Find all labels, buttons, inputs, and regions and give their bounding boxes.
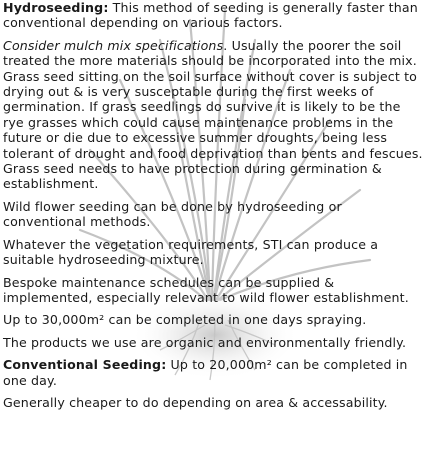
hydroseeding-heading: Hydroseeding: <box>3 0 109 15</box>
closing-paragraph: Generally cheaper to do depending on area & accessability. <box>3 394 388 410</box>
products-paragraph: The products we use are organic and environmentally friendly. <box>3 334 407 350</box>
mulch-text: . Usually the poorer the soil treated the more materials should be incorporated into the mix. Grass seed sitting on the soil surface without cover is subject to drying out & is very susceptable during the first weeks of germination. If grass seedlings do survive it is likely to be the rye grasses which could cause maintenance problems in the future or die due to excessive summer droughts, being less tolerant of drought and food deprivation than bents and fescues. Grass seed needs to have protection during germination & establishment. <box>3 37 423 192</box>
maintenance-paragraph: Bespoke maintenance schedules can be supplied & implemented, especially relevant to wild flower establishment. <box>3 274 409 305</box>
vegetation-paragraph: Whatever the vegetation requirements, STI can produce a suitable hydroseeding mixture. <box>3 236 379 268</box>
capacity-paragraph: Up to 30,000m² can be completed in one days spraying. <box>3 312 367 328</box>
hydroseeding-paragraph <box>3 0 423 31</box>
hydroseeding-text: This method of seeding is generally faster than conventional depending on various factors. <box>3 0 418 31</box>
mulch-paragraph <box>3 38 423 192</box>
conventional-paragraph <box>3 357 423 388</box>
mulch-emphasis: Consider mulch mix specifications <box>3 37 224 53</box>
wildflower-paragraph: Wild flower seeding can be done by hydroseeding or conventional methods. <box>3 198 342 230</box>
conventional-text: Up to 20,000m² can be completed in one day. <box>3 357 408 388</box>
conventional-heading: Conventional Seeding: <box>3 357 167 373</box>
